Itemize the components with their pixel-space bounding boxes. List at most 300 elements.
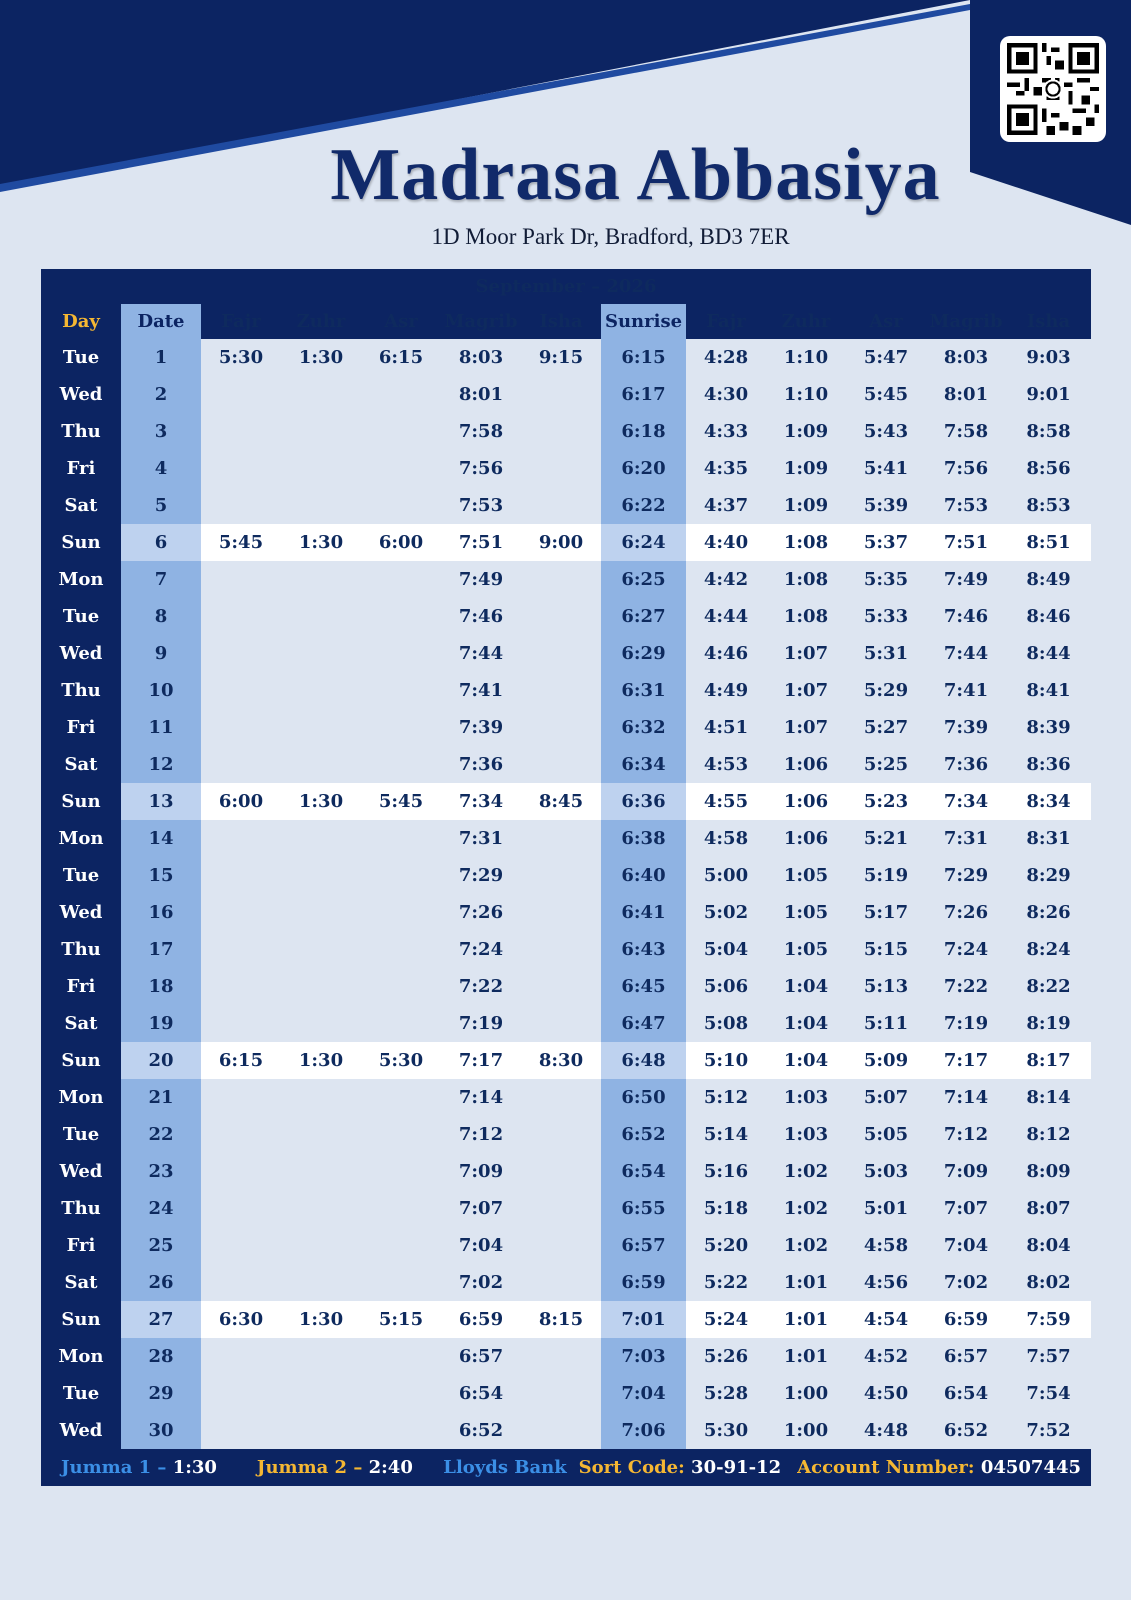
table-row <box>41 746 1091 783</box>
cell-fajr <box>201 1375 281 1412</box>
cell-fajr <box>201 561 281 598</box>
cell-day: Mon <box>41 1338 121 1375</box>
cell-asr: 6:15 <box>378 347 424 368</box>
cell-fajr-start: 4:42 <box>703 569 749 590</box>
cell-asr-start: 5:37 <box>846 524 926 561</box>
column-header-date: Date <box>121 304 201 339</box>
cell-asr <box>361 450 441 487</box>
cell-date: 15 <box>121 857 201 894</box>
cell-asr-start: 5:33 <box>863 606 909 627</box>
cell-magrib: 7:07 <box>458 1198 504 1219</box>
column-header-zuhr: Zuhr <box>281 304 361 339</box>
table-row <box>41 1301 1091 1338</box>
table-row <box>41 487 1091 524</box>
cell-asr-start: 5:45 <box>863 384 909 405</box>
cell-magrib-start: 7:34 <box>926 783 1006 820</box>
cell-zuhr <box>281 709 361 746</box>
cell-zuhr-start: 1:07 <box>783 717 829 738</box>
cell-asr <box>361 376 441 413</box>
cell-fajr: 5:45 <box>201 524 281 561</box>
cell-zuhr-start: 1:08 <box>783 569 829 590</box>
cell-isha-start: 8:04 <box>1026 1235 1071 1256</box>
cell-isha <box>521 820 601 857</box>
cell-magrib-start: 7:17 <box>926 1042 1006 1079</box>
cell-magrib: 7:41 <box>458 680 504 701</box>
cell-asr-start: 5:29 <box>863 680 909 701</box>
cell-asr <box>361 746 441 783</box>
cell-asr <box>361 672 441 709</box>
cell-asr-start: 5:35 <box>863 569 909 590</box>
cell-day: Tue <box>41 1375 121 1412</box>
cell-sunrise: 6:43 <box>601 931 686 968</box>
cell-day: Sun <box>41 524 121 561</box>
cell-magrib-start: 8:01 <box>943 384 989 405</box>
cell-asr <box>361 709 441 746</box>
cell-magrib-start: 7:58 <box>943 421 989 442</box>
cell-isha-start: 8:07 <box>1026 1198 1071 1219</box>
cell-sunrise: 6:36 <box>601 783 686 820</box>
cell-day: Wed <box>41 376 121 413</box>
column-header-fajr-start: Fajr <box>686 304 766 339</box>
cell-asr-start: 5:19 <box>863 865 909 886</box>
cell-sunrise: 6:45 <box>601 968 686 1005</box>
cell-asr-start: 4:50 <box>863 1383 909 1404</box>
account-number-label: Account Number: <box>797 1457 975 1478</box>
cell-isha <box>521 1190 601 1227</box>
cell-magrib-start: 7:02 <box>943 1272 989 1293</box>
cell-isha <box>521 1005 601 1042</box>
organization-name: Madrasa Abbasiya <box>330 134 941 216</box>
cell-isha-start: 8:53 <box>1026 495 1071 516</box>
cell-fajr-start: 5:22 <box>703 1272 749 1293</box>
jumma1-label: Jumma 1 – <box>61 1457 167 1478</box>
cell-isha-start: 8:41 <box>1026 680 1071 701</box>
cell-isha <box>521 1227 601 1264</box>
address: 1D Moor Park Dr, Bradford, BD3 7ER <box>431 224 790 249</box>
cell-asr-start: 5:25 <box>863 754 909 775</box>
cell-fajr <box>201 376 281 413</box>
cell-zuhr <box>281 894 361 931</box>
cell-sunrise: 6:54 <box>601 1153 686 1190</box>
cell-zuhr <box>281 376 361 413</box>
cell-day: Tue <box>41 857 121 894</box>
cell-magrib: 6:57 <box>458 1346 504 1367</box>
cell-date: 19 <box>121 1005 201 1042</box>
cell-day: Sat <box>41 1264 121 1301</box>
table-row <box>41 413 1091 450</box>
cell-zuhr-start: 1:06 <box>783 754 829 775</box>
cell-date: 17 <box>121 931 201 968</box>
cell-sunrise: 6:52 <box>601 1116 686 1153</box>
column-header-asr: Asr <box>361 304 441 339</box>
column-header-day: Day <box>41 304 121 339</box>
cell-asr <box>361 635 441 672</box>
cell-zuhr <box>281 635 361 672</box>
cell-sunrise: 6:40 <box>601 857 686 894</box>
cell-zuhr-start: 1:06 <box>783 828 829 849</box>
cell-magrib: 7:51 <box>441 524 521 561</box>
cell-asr <box>361 598 441 635</box>
table-row <box>41 1116 1091 1153</box>
cell-zuhr <box>281 857 361 894</box>
cell-magrib: 6:52 <box>458 1420 504 1441</box>
cell-zuhr-start: 1:10 <box>783 347 829 368</box>
cell-isha-start: 7:57 <box>1026 1346 1071 1367</box>
cell-isha-start: 9:01 <box>1026 384 1071 405</box>
prayer-timetable <box>41 269 1091 1486</box>
cell-zuhr-start: 1:08 <box>766 524 846 561</box>
cell-magrib-start: 7:09 <box>943 1161 989 1182</box>
cell-day: Wed <box>41 1153 121 1190</box>
cell-day: Sun <box>41 783 121 820</box>
cell-zuhr <box>281 1264 361 1301</box>
cell-zuhr-start: 1:03 <box>783 1124 829 1145</box>
cell-isha: 8:45 <box>521 783 601 820</box>
cell-fajr-start: 4:46 <box>703 643 749 664</box>
cell-date: 2 <box>121 376 201 413</box>
cell-date: 5 <box>121 487 201 524</box>
cell-zuhr-start: 1:09 <box>783 421 829 442</box>
cell-isha-start: 7:54 <box>1026 1383 1071 1404</box>
cell-isha-start: 8:17 <box>1006 1042 1091 1079</box>
cell-zuhr-start: 1:05 <box>783 939 829 960</box>
cell-zuhr <box>281 487 361 524</box>
cell-magrib-start: 7:14 <box>943 1087 989 1108</box>
cell-isha-start: 8:39 <box>1026 717 1071 738</box>
cell-isha: 8:30 <box>521 1042 601 1079</box>
cell-day: Sun <box>41 1042 121 1079</box>
cell-magrib-start: 7:04 <box>943 1235 989 1256</box>
cell-zuhr <box>281 820 361 857</box>
bank-name: Lloyds Bank <box>443 1457 567 1478</box>
cell-isha-start: 8:22 <box>1026 976 1071 997</box>
cell-isha <box>521 376 601 413</box>
cell-fajr-start: 4:58 <box>703 828 749 849</box>
cell-sunrise: 6:48 <box>601 1042 686 1079</box>
table-row <box>41 1264 1091 1301</box>
cell-date: 30 <box>121 1412 201 1449</box>
column-header-zuhr-start: Zuhr <box>766 304 846 339</box>
cell-isha <box>521 561 601 598</box>
cell-isha-start: 8:58 <box>1026 421 1071 442</box>
cell-day: Fri <box>41 709 121 746</box>
cell-date: 1 <box>121 339 201 376</box>
cell-day: Tue <box>41 1116 121 1153</box>
cell-zuhr-start: 1:05 <box>783 865 829 886</box>
cell-zuhr <box>281 1005 361 1042</box>
cell-magrib-start: 7:51 <box>926 524 1006 561</box>
cell-fajr <box>201 598 281 635</box>
cell-zuhr-start: 1:07 <box>783 680 829 701</box>
cell-fajr: 6:15 <box>201 1042 281 1079</box>
cell-fajr: 6:30 <box>201 1301 281 1338</box>
cell-isha-start: 8:46 <box>1026 606 1071 627</box>
cell-isha <box>521 746 601 783</box>
cell-magrib: 7:29 <box>458 865 504 886</box>
cell-fajr-start: 5:04 <box>703 939 749 960</box>
cell-asr-start: 5:07 <box>863 1087 909 1108</box>
table-row <box>41 339 1091 376</box>
table-row <box>41 857 1091 894</box>
cell-sunrise: 6:31 <box>601 672 686 709</box>
cell-date: 6 <box>121 524 201 561</box>
column-header-magrib-start: Magrib <box>926 304 1006 339</box>
cell-fajr <box>201 1116 281 1153</box>
qr-code-icon <box>1000 36 1106 142</box>
cell-sunrise: 6:32 <box>601 709 686 746</box>
cell-isha <box>521 1153 601 1190</box>
cell-zuhr-start: 1:00 <box>783 1420 829 1441</box>
table-row <box>41 561 1091 598</box>
cell-zuhr-start: 1:01 <box>783 1272 829 1293</box>
cell-magrib-start: 6:59 <box>926 1301 1006 1338</box>
cell-sunrise: 7:04 <box>601 1375 686 1412</box>
cell-zuhr-start: 1:09 <box>783 495 829 516</box>
cell-asr-start: 5:17 <box>863 902 909 923</box>
cell-asr-start: 5:05 <box>863 1124 909 1145</box>
cell-asr <box>361 968 441 1005</box>
cell-day: Mon <box>41 820 121 857</box>
cell-magrib-start: 7:26 <box>943 902 989 923</box>
cell-isha-start: 8:02 <box>1026 1272 1071 1293</box>
cell-sunrise: 6:24 <box>601 524 686 561</box>
cell-asr-start: 4:48 <box>863 1420 909 1441</box>
cell-zuhr-start: 1:06 <box>766 783 846 820</box>
cell-magrib: 8:03 <box>458 347 504 368</box>
cell-fajr-start: 5:10 <box>686 1042 766 1079</box>
cell-zuhr-start: 1:01 <box>766 1301 846 1338</box>
cell-magrib-start: 7:44 <box>943 643 989 664</box>
cell-asr-start: 5:03 <box>863 1161 909 1182</box>
cell-fajr-start: 4:37 <box>703 495 749 516</box>
jumma2-label: Jumma 2 – <box>256 1457 363 1478</box>
cell-asr <box>361 931 441 968</box>
cell-magrib: 7:39 <box>458 717 504 738</box>
cell-fajr <box>201 1227 281 1264</box>
cell-fajr <box>201 931 281 968</box>
cell-zuhr <box>281 1227 361 1264</box>
cell-isha <box>521 1412 601 1449</box>
cell-isha <box>521 857 601 894</box>
cell-asr-start: 4:58 <box>863 1235 909 1256</box>
cell-magrib-start: 7:46 <box>943 606 989 627</box>
cell-asr: 5:45 <box>361 783 441 820</box>
cell-magrib-start: 7:29 <box>943 865 989 886</box>
cell-zuhr <box>281 746 361 783</box>
cell-sunrise: 6:59 <box>601 1264 686 1301</box>
cell-isha-start: 8:12 <box>1026 1124 1071 1145</box>
cell-zuhr <box>281 1412 361 1449</box>
cell-fajr <box>201 672 281 709</box>
cell-isha-start: 7:59 <box>1006 1301 1091 1338</box>
cell-asr <box>361 1375 441 1412</box>
cell-asr-start: 5:43 <box>863 421 909 442</box>
cell-fajr <box>201 487 281 524</box>
cell-sunrise: 7:06 <box>601 1412 686 1449</box>
cell-isha <box>521 598 601 635</box>
cell-date: 18 <box>121 968 201 1005</box>
cell-isha <box>521 413 601 450</box>
cell-fajr <box>201 968 281 1005</box>
cell-fajr <box>201 709 281 746</box>
cell-fajr-start: 4:55 <box>686 783 766 820</box>
footer-bar <box>41 1449 1091 1486</box>
cell-zuhr <box>281 931 361 968</box>
cell-asr: 5:15 <box>361 1301 441 1338</box>
cell-magrib-start: 7:41 <box>943 680 989 701</box>
cell-fajr <box>201 1190 281 1227</box>
cell-date: 9 <box>121 635 201 672</box>
cell-isha <box>521 931 601 968</box>
cell-zuhr <box>281 450 361 487</box>
cell-day: Thu <box>41 413 121 450</box>
cell-isha <box>521 1116 601 1153</box>
cell-day: Thu <box>41 1190 121 1227</box>
table-row <box>41 968 1091 1005</box>
cell-sunrise: 6:18 <box>601 413 686 450</box>
cell-date: 28 <box>121 1338 201 1375</box>
cell-date: 3 <box>121 413 201 450</box>
cell-zuhr-start: 1:04 <box>766 1042 846 1079</box>
cell-isha: 9:15 <box>538 347 584 368</box>
cell-sunrise: 6:38 <box>601 820 686 857</box>
cell-magrib: 6:59 <box>441 1301 521 1338</box>
cell-zuhr <box>281 598 361 635</box>
cell-magrib: 7:14 <box>458 1087 504 1108</box>
cell-isha-start: 8:26 <box>1026 902 1071 923</box>
table-row <box>41 1153 1091 1190</box>
cell-asr-start: 5:39 <box>863 495 909 516</box>
cell-sunrise: 6:25 <box>601 561 686 598</box>
cell-sunrise: 6:41 <box>601 894 686 931</box>
cell-magrib: 6:54 <box>458 1383 504 1404</box>
cell-fajr-start: 5:02 <box>703 902 749 923</box>
cell-fajr <box>201 1153 281 1190</box>
cell-isha <box>521 1079 601 1116</box>
cell-zuhr <box>281 968 361 1005</box>
cell-zuhr <box>281 672 361 709</box>
cell-zuhr: 1:30 <box>281 783 361 820</box>
cell-isha-start: 7:52 <box>1026 1420 1071 1441</box>
cell-asr-start: 5:41 <box>863 458 909 479</box>
cell-asr: 6:00 <box>361 524 441 561</box>
cell-zuhr <box>281 1153 361 1190</box>
cell-date: 10 <box>121 672 201 709</box>
sort-code: 30-91-12 <box>691 1457 782 1478</box>
column-header-isha-start: Isha <box>1006 304 1091 339</box>
cell-zuhr: 1:30 <box>281 1301 361 1338</box>
cell-asr-start: 5:27 <box>863 717 909 738</box>
cell-asr-start: 5:31 <box>863 643 909 664</box>
cell-magrib: 7:09 <box>458 1161 504 1182</box>
cell-isha-start: 8:56 <box>1026 458 1071 479</box>
cell-fajr <box>201 894 281 931</box>
cell-magrib: 7:02 <box>458 1272 504 1293</box>
cell-fajr-start: 5:30 <box>703 1420 749 1441</box>
cell-fajr-start: 5:24 <box>686 1301 766 1338</box>
cell-fajr <box>201 1005 281 1042</box>
table-row <box>41 450 1091 487</box>
cell-isha: 9:00 <box>521 524 601 561</box>
cell-zuhr-start: 1:05 <box>783 902 829 923</box>
cell-asr <box>361 820 441 857</box>
cell-magrib: 7:44 <box>458 643 504 664</box>
cell-sunrise: 6:22 <box>601 487 686 524</box>
cell-day: Sat <box>41 487 121 524</box>
cell-isha-start: 8:31 <box>1026 828 1071 849</box>
cell-sunrise: 6:15 <box>601 339 686 376</box>
cell-fajr-start: 5:08 <box>703 1013 749 1034</box>
cell-zuhr: 1:30 <box>281 524 361 561</box>
cell-asr-start: 5:21 <box>863 828 909 849</box>
cell-fajr-start: 4:51 <box>703 717 749 738</box>
cell-date: 8 <box>121 598 201 635</box>
cell-asr-start: 4:54 <box>846 1301 926 1338</box>
cell-sunrise: 6:29 <box>601 635 686 672</box>
cell-fajr-start: 5:00 <box>703 865 749 886</box>
table-row <box>41 672 1091 709</box>
cell-fajr-start: 5:06 <box>703 976 749 997</box>
cell-zuhr-start: 1:10 <box>783 384 829 405</box>
cell-magrib-start: 7:39 <box>943 717 989 738</box>
cell-fajr-start: 5:20 <box>703 1235 749 1256</box>
jumma2-time: 2:40 <box>368 1457 413 1478</box>
cell-date: 25 <box>121 1227 201 1264</box>
cell-sunrise: 6:17 <box>601 376 686 413</box>
cell-fajr-start: 4:40 <box>686 524 766 561</box>
cell-magrib-start: 6:52 <box>943 1420 989 1441</box>
cell-date: 14 <box>121 820 201 857</box>
cell-magrib: 7:46 <box>458 606 504 627</box>
table-row <box>41 709 1091 746</box>
cell-sunrise: 6:50 <box>601 1079 686 1116</box>
cell-magrib-start: 7:31 <box>943 828 989 849</box>
cell-zuhr-start: 1:01 <box>783 1346 829 1367</box>
account-number: 04507445 <box>980 1457 1082 1478</box>
cell-zuhr-start: 1:07 <box>783 643 829 664</box>
cell-asr <box>361 1227 441 1264</box>
cell-magrib: 7:12 <box>458 1124 504 1145</box>
column-header-asr-start: Asr <box>846 304 926 339</box>
cell-magrib-start: 7:19 <box>943 1013 989 1034</box>
cell-fajr <box>201 450 281 487</box>
cell-isha <box>521 672 601 709</box>
cell-isha-start: 8:51 <box>1006 524 1091 561</box>
cell-isha <box>521 450 601 487</box>
table-row <box>41 820 1091 857</box>
cell-date: 4 <box>121 450 201 487</box>
cell-day: Sun <box>41 1301 121 1338</box>
cell-isha-start: 8:36 <box>1026 754 1071 775</box>
cell-day: Mon <box>41 1079 121 1116</box>
cell-date: 22 <box>121 1116 201 1153</box>
cell-date: 24 <box>121 1190 201 1227</box>
cell-magrib: 7:36 <box>458 754 504 775</box>
cell-fajr <box>201 413 281 450</box>
cell-asr-start: 5:47 <box>863 347 909 368</box>
cell-isha <box>521 894 601 931</box>
cell-asr <box>361 1412 441 1449</box>
cell-magrib-start: 7:53 <box>943 495 989 516</box>
table-row <box>41 1190 1091 1227</box>
cell-isha-start: 8:19 <box>1026 1013 1071 1034</box>
cell-isha-start: 8:29 <box>1026 865 1071 886</box>
cell-day: Tue <box>41 339 121 376</box>
cell-magrib: 7:58 <box>458 421 504 442</box>
cell-fajr <box>201 635 281 672</box>
cell-magrib: 7:49 <box>458 569 504 590</box>
table-row <box>41 635 1091 672</box>
